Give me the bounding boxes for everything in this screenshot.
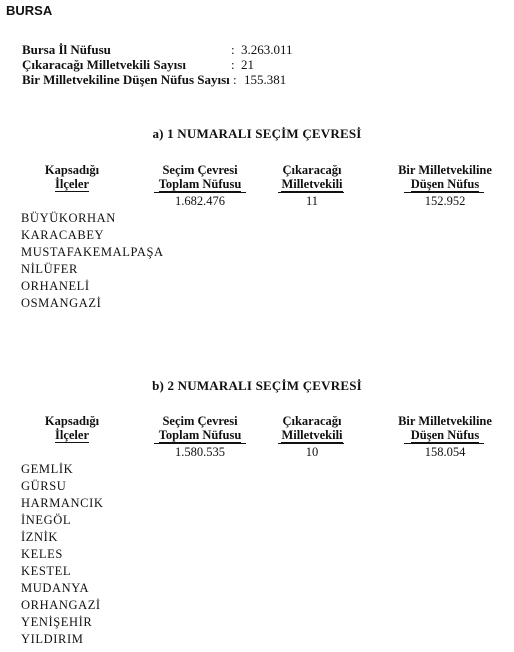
- district-item: İNEGÖL: [21, 513, 72, 527]
- summary-value: 21: [241, 57, 254, 72]
- header-rule: [404, 192, 484, 193]
- header-line2: Milletvekili: [281, 177, 343, 191]
- district-item: ORHANGAZİ: [21, 598, 101, 612]
- district-item: OSMANGAZİ: [21, 296, 102, 310]
- district-item: HARMANCIK: [21, 496, 104, 510]
- header-rule: [404, 443, 484, 444]
- district-item: KARACABEY: [21, 228, 105, 242]
- district-list: [21, 461, 104, 648]
- district-item: YILDIRIM: [21, 632, 84, 646]
- district-item: KESTEL: [21, 564, 72, 578]
- header-line1: Kapsadığı: [44, 163, 100, 177]
- header-districts: [27, 163, 117, 192]
- header-per-deputy: [380, 414, 510, 443]
- header-line1: Çıkaracağı: [282, 163, 342, 177]
- deputies-value: 10: [305, 445, 319, 459]
- district-item: GÜRSU: [21, 479, 67, 493]
- district-item: KELES: [21, 547, 63, 561]
- section-title: a) 1 NUMARALI SEÇİM ÇEVRESİ: [152, 126, 362, 141]
- per-deputy-value: 152.952: [424, 194, 466, 208]
- header-line1: Seçim Çevresi: [162, 414, 238, 428]
- section-title: b) 2 NUMARALI SEÇİM ÇEVRESİ: [152, 378, 362, 393]
- header-line1: Çıkaracağı: [282, 414, 342, 428]
- district-item: ORHANELİ: [21, 279, 90, 293]
- summary-colon: :: [231, 57, 235, 72]
- header-total-population: [140, 414, 260, 443]
- summary-label: Çıkaracağı Milletvekili Sayısı: [22, 57, 186, 72]
- header-line1: Seçim Çevresi: [162, 163, 238, 177]
- header-rule: [154, 443, 246, 444]
- header-rule: [278, 192, 344, 193]
- header-line2: Toplam Nüfusu: [158, 177, 242, 191]
- header-deputies: [262, 163, 362, 192]
- header-per-deputy: [380, 163, 510, 192]
- district-item: MUSTAFAKEMALPAŞA: [21, 245, 164, 259]
- district-item: İZNİK: [21, 530, 59, 544]
- header-line1: Kapsadığı: [44, 414, 100, 428]
- per-deputy-value: 158.054: [424, 445, 466, 459]
- header-line2: Düşen Nüfus: [410, 177, 480, 191]
- summary-colon: :: [231, 42, 235, 57]
- district-item: BÜYÜKORHAN: [21, 211, 116, 225]
- header-rule: [278, 443, 344, 444]
- header-line2: Düşen Nüfus: [410, 428, 480, 442]
- district-item: YENİŞEHİR: [21, 615, 93, 629]
- header-total-population: [140, 163, 260, 192]
- deputies-value: 11: [305, 194, 319, 208]
- header-line1: Bir Milletvekiline: [398, 414, 492, 428]
- summary-label: Bursa İl Nüfusu: [22, 42, 111, 57]
- summary-colon: :: [233, 72, 237, 87]
- header-line2: Toplam Nüfusu: [158, 428, 242, 442]
- district-list: [21, 210, 164, 312]
- header-line2: İlçeler: [54, 177, 89, 191]
- header-deputies: [262, 414, 362, 443]
- district-item: MUDANYA: [21, 581, 90, 595]
- header-districts: [27, 414, 117, 443]
- header-line2: Milletvekili: [281, 428, 343, 442]
- summary-value: 3.263.011: [241, 42, 293, 57]
- district-item: NİLÜFER: [21, 262, 78, 276]
- header-line1: Bir Milletvekiline: [398, 163, 492, 177]
- total-population-value: 1.580.535: [175, 445, 225, 459]
- page-title: BURSA: [6, 3, 53, 18]
- total-population-value: 1.682.476: [175, 194, 225, 208]
- district-item: GEMLİK: [21, 462, 74, 476]
- header-rule: [154, 192, 246, 193]
- summary-label: Bir Milletvekiline Düşen Nüfus Sayısı: [22, 72, 230, 87]
- header-line2: İlçeler: [54, 428, 89, 442]
- summary-value: 155.381: [244, 72, 287, 87]
